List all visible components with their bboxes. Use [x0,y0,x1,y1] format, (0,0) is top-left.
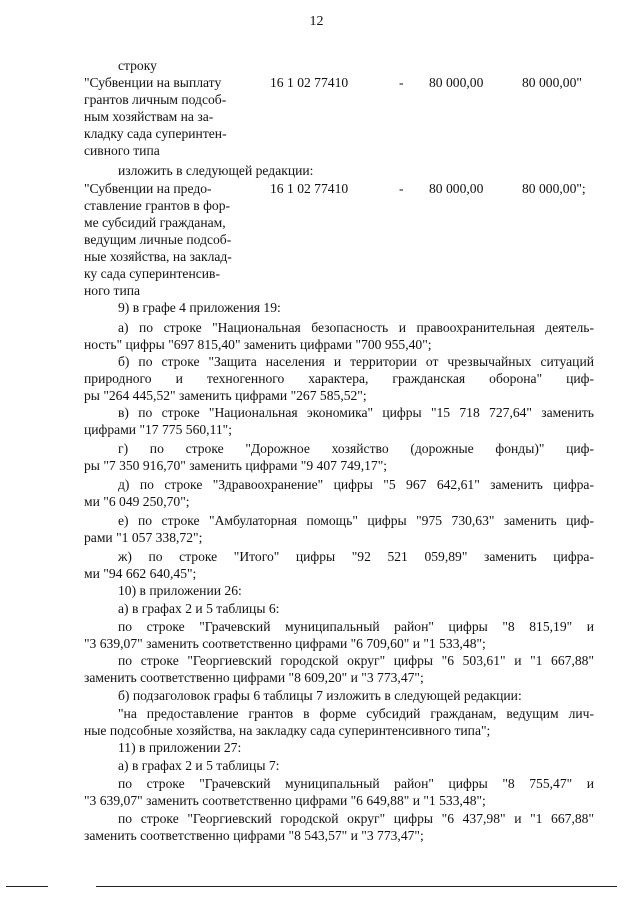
text-line: ми "6 049 250,70"; [84,494,190,509]
amount-cell: 80 000,00"; [522,181,586,196]
text-line: ность" цифры "697 815,40" заменить цифрами "700 955,40"; [84,337,432,352]
text-line: 9) в графе 4 приложения 19: [118,300,281,315]
text-line: цифрами "17 775 560,11"; [84,422,232,437]
text-line: ме субсидий гражданам, [84,215,226,230]
text-line: б) по строке "Защита населения и территории от чрезвычайных ситуаций [118,354,594,369]
text-line: ным хозяйствам на за- [84,109,214,124]
footer-rule-right [96,886,617,887]
column-dash-cell: - [399,181,404,196]
text-line: б) подзаголовок графы 6 таблицы 7 изложить в следующей редакции: [118,688,522,703]
text-line: ные хозяйства, на заклад- [84,249,232,264]
budget-code-cell: 16 1 02 77410 [270,75,349,90]
text-line: в) по строке "Национальная экономика" цифры "15 718 727,64" заменить [118,405,594,420]
text-line: г) по строке "Дорожное хозяйство (дорожные фонды)" циф- [118,441,594,456]
text-line: а) в графах 2 и 5 таблицы 6: [118,601,280,616]
text-line: ведущим личные подсоб- [84,232,232,247]
text-line: заменить соответственно цифрами "8 609,20" и "3 773,47"; [84,670,424,685]
text-line: "Субвенции на выплату [84,75,222,90]
text-line: ж) по строке "Итого" цифры "92 521 059,89" заменить цифра- [118,549,594,564]
text-line: кладку сада суперинтен- [84,126,227,141]
footer-rule-left [6,886,48,887]
text-line: ного типа [84,283,141,298]
text-line: 10) в приложении 26: [118,583,242,598]
text-line: природного и техногенного характера, гражданская оборона" циф- [84,371,594,386]
text-line: строку [118,58,157,73]
text-line: по строке "Грачевский муниципальный район" цифры "8 815,19" и [118,619,594,634]
text-line: ставление грантов в фор- [84,198,231,213]
text-line: заменить соответственно цифрами "8 543,57" и "3 773,47"; [84,828,424,843]
text-line: ры "7 350 916,70" заменить цифрами "9 407 749,17"; [84,458,388,473]
column-dash-cell: - [399,75,404,90]
amount-cell: 80 000,00" [522,75,582,90]
text-line: ры "264 445,52" заменить цифрами "267 585,52"; [84,388,367,403]
page-number: 12 [309,14,324,29]
text-line: "на предоставление грантов в форме субсидий гражданам, ведущим лич- [118,706,594,721]
text-line: ми "94 662 640,45"; [84,566,197,581]
amount-cell: 80 000,00 [429,181,484,196]
text-line: изложить в следующей редакции: [118,163,314,178]
text-line: рами "1 057 338,72"; [84,530,203,545]
text-line: а) в графах 2 и 5 таблицы 7: [118,758,280,773]
text-line: по строке "Георгиевский городской округ" цифры "6 437,98" и "1 667,88" [118,811,594,826]
text-line: "3 639,07" заменить соответственно цифрами "6 709,60" и "1 533,48"; [84,636,486,651]
text-line: сивного типа [84,143,160,158]
text-line: грантов личным подсоб- [84,92,227,107]
text-line: по строке "Георгиевский городской округ" цифры "6 503,61" и "1 667,88" [118,653,594,668]
text-line: по строке "Грачевский муниципальный район" цифры "8 755,47" и [118,776,594,791]
text-line: а) по строке "Национальная безопасность и правоохранительная деятель- [118,320,594,335]
amount-cell: 80 000,00 [429,75,484,90]
text-line: ку сада суперинтенсив- [84,266,220,281]
text-line: е) по строке "Амбулаторная помощь" цифры "975 730,63" заменить циф- [118,513,594,528]
budget-code-cell: 16 1 02 77410 [270,181,349,196]
text-line: 11) в приложении 27: [118,740,242,755]
text-line: "3 639,07" заменить соответственно цифрами "6 649,88" и "1 533,48"; [84,793,486,808]
text-line: "Субвенции на предо- [84,181,212,196]
text-line: д) по строке "Здравоохранение" цифры "5 967 642,61" заменить цифра- [118,477,594,492]
text-line: ные подсобные хозяйства, на закладку сада суперинтенсивного типа"; [84,723,491,738]
